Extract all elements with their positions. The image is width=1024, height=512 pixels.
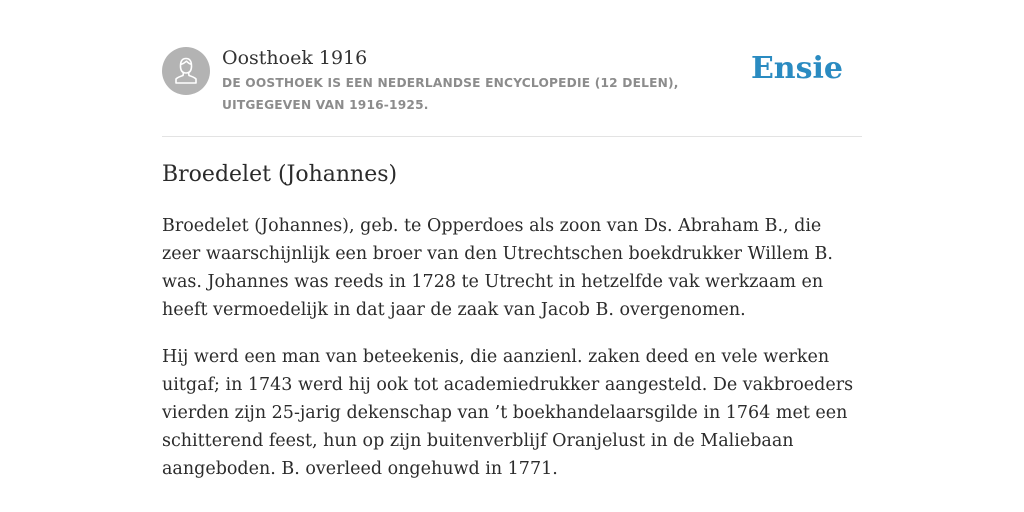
article-title: Broedelet (Johannes) [162, 162, 398, 187]
user-icon [162, 47, 210, 95]
article-paragraph: Hij werd een man van beteekenis, die aanzienl. zaken deed en vele werken uitgaf; in 1743 werd hij ook tot academiedrukker aangesteld. De vakbroeders vierden zijn 25-jarig dekenschap van ’t boekhandelaarsgilde in 1764 met een schitterend feest, hun op zijn buitenverblijf Oranjelust in de Maliebaan aangeboden. B. overleed ongehuwd in 1771. [162, 347, 854, 479]
source-description: DE OOSTHOEK IS EEN NEDERLANDSE ENCYCLOPEDIE (12 DELEN), UITGEGEVEN VAN 1916-1925. [222, 76, 679, 112]
source-title[interactable]: Oosthoek 1916 [222, 47, 368, 69]
article-body [162, 212, 862, 502]
avatar[interactable] [162, 47, 210, 95]
article-paragraph: Broedelet (Johannes), geb. te Opperdoes als zoon van Ds. Abraham B., die zeer waarschijnlijk een broer van den Utrechtschen boekdrukker Willem B. was. Johannes was reeds in 1728 te Utrecht in hetzelfde vak werkzaam en heeft vermoedelijk in dat jaar de zaak van Jacob B. overgenomen. [162, 216, 833, 320]
source-header [162, 44, 862, 137]
brand-logo[interactable]: Ensie [750, 51, 843, 86]
